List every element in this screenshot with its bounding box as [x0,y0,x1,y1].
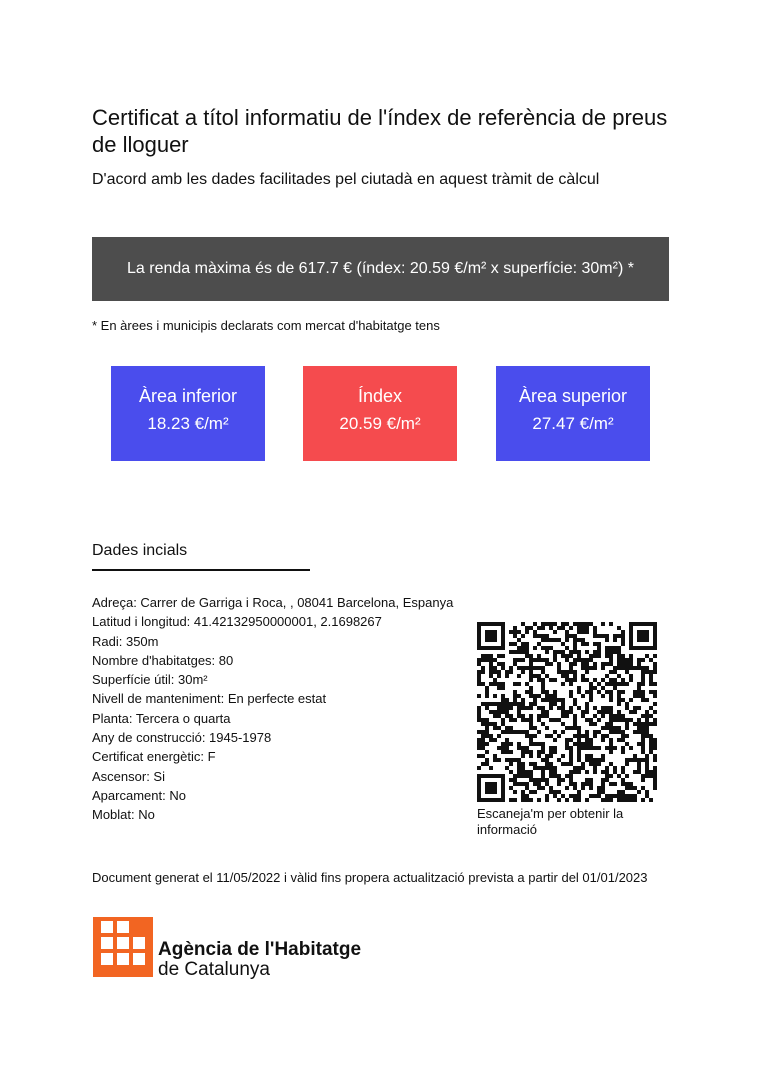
details-title: Dades incials [92,542,188,559]
detail-parking: Aparcament: No [92,787,186,803]
lower-area-value: 18.23 €/m² [147,414,229,433]
agency-logo-icon [93,917,153,977]
detail-floor: Planta: Tercera o quarta [92,710,231,726]
detail-coordinates: Latitud i longitud: 41.42132950000001, 2.1698267 [92,614,382,630]
stressed-market-note: * En àrees i municipis declarats com mercat d'habitatge tens [92,318,440,333]
detail-dwellings: Nombre d'habitatges: 80 [92,652,234,668]
detail-construction-year: Any de construcció: 1945-1978 [92,730,272,746]
detail-address: Adreça: Carrer de Garriga i Roca, , 08041 Barcelona, Espanya [92,595,454,610]
agency-name-line1: Agència de l'Habitatge [158,939,362,960]
index-label: Índex [357,386,403,406]
upper-area-label: Àrea superior [518,386,628,406]
index-value: 20.59 €/m² [339,414,421,433]
detail-maintenance: Nivell de manteniment: En perfecte estat [92,691,327,707]
detail-radius: Radi: 350m [92,633,159,649]
detail-elevator: Ascensor: Si [92,768,165,784]
document-title: Certificat a títol informatiu de l'índex de referència de preus de lloguer [92,105,668,157]
qr-caption: Escaneja'm per obtenir la informació [477,806,624,837]
max-rent-banner [92,237,669,301]
detail-surface: Superfície útil: 30m² [92,672,208,688]
document-subtitle: D'acord amb les dades facilitades pel ciutadà en aquest tràmit de càlcul [92,171,600,188]
index-box [303,366,457,461]
agency-name [158,940,361,980]
generation-note: Document generat el 11/05/2022 i vàlid fins propera actualització prevista a partir del 01/01/2023 [92,870,648,885]
details-divider [92,569,310,571]
max-rent-text: La renda màxima és de 617.7 € (índex: 20.59 €/m² x superfície: 30m²) * [127,260,634,277]
upper-area-box [496,366,650,461]
qr-code-icon[interactable] [477,622,657,802]
upper-area-value: 27.47 €/m² [532,414,614,433]
detail-furnished: Moblat: No [92,807,155,823]
lower-area-box [111,366,265,461]
agency-name-line2: de Catalunya [158,959,270,980]
details-list [92,593,453,825]
detail-energy-certificate: Certificat energètic: F [92,749,216,765]
lower-area-label: Àrea inferior [138,386,238,406]
